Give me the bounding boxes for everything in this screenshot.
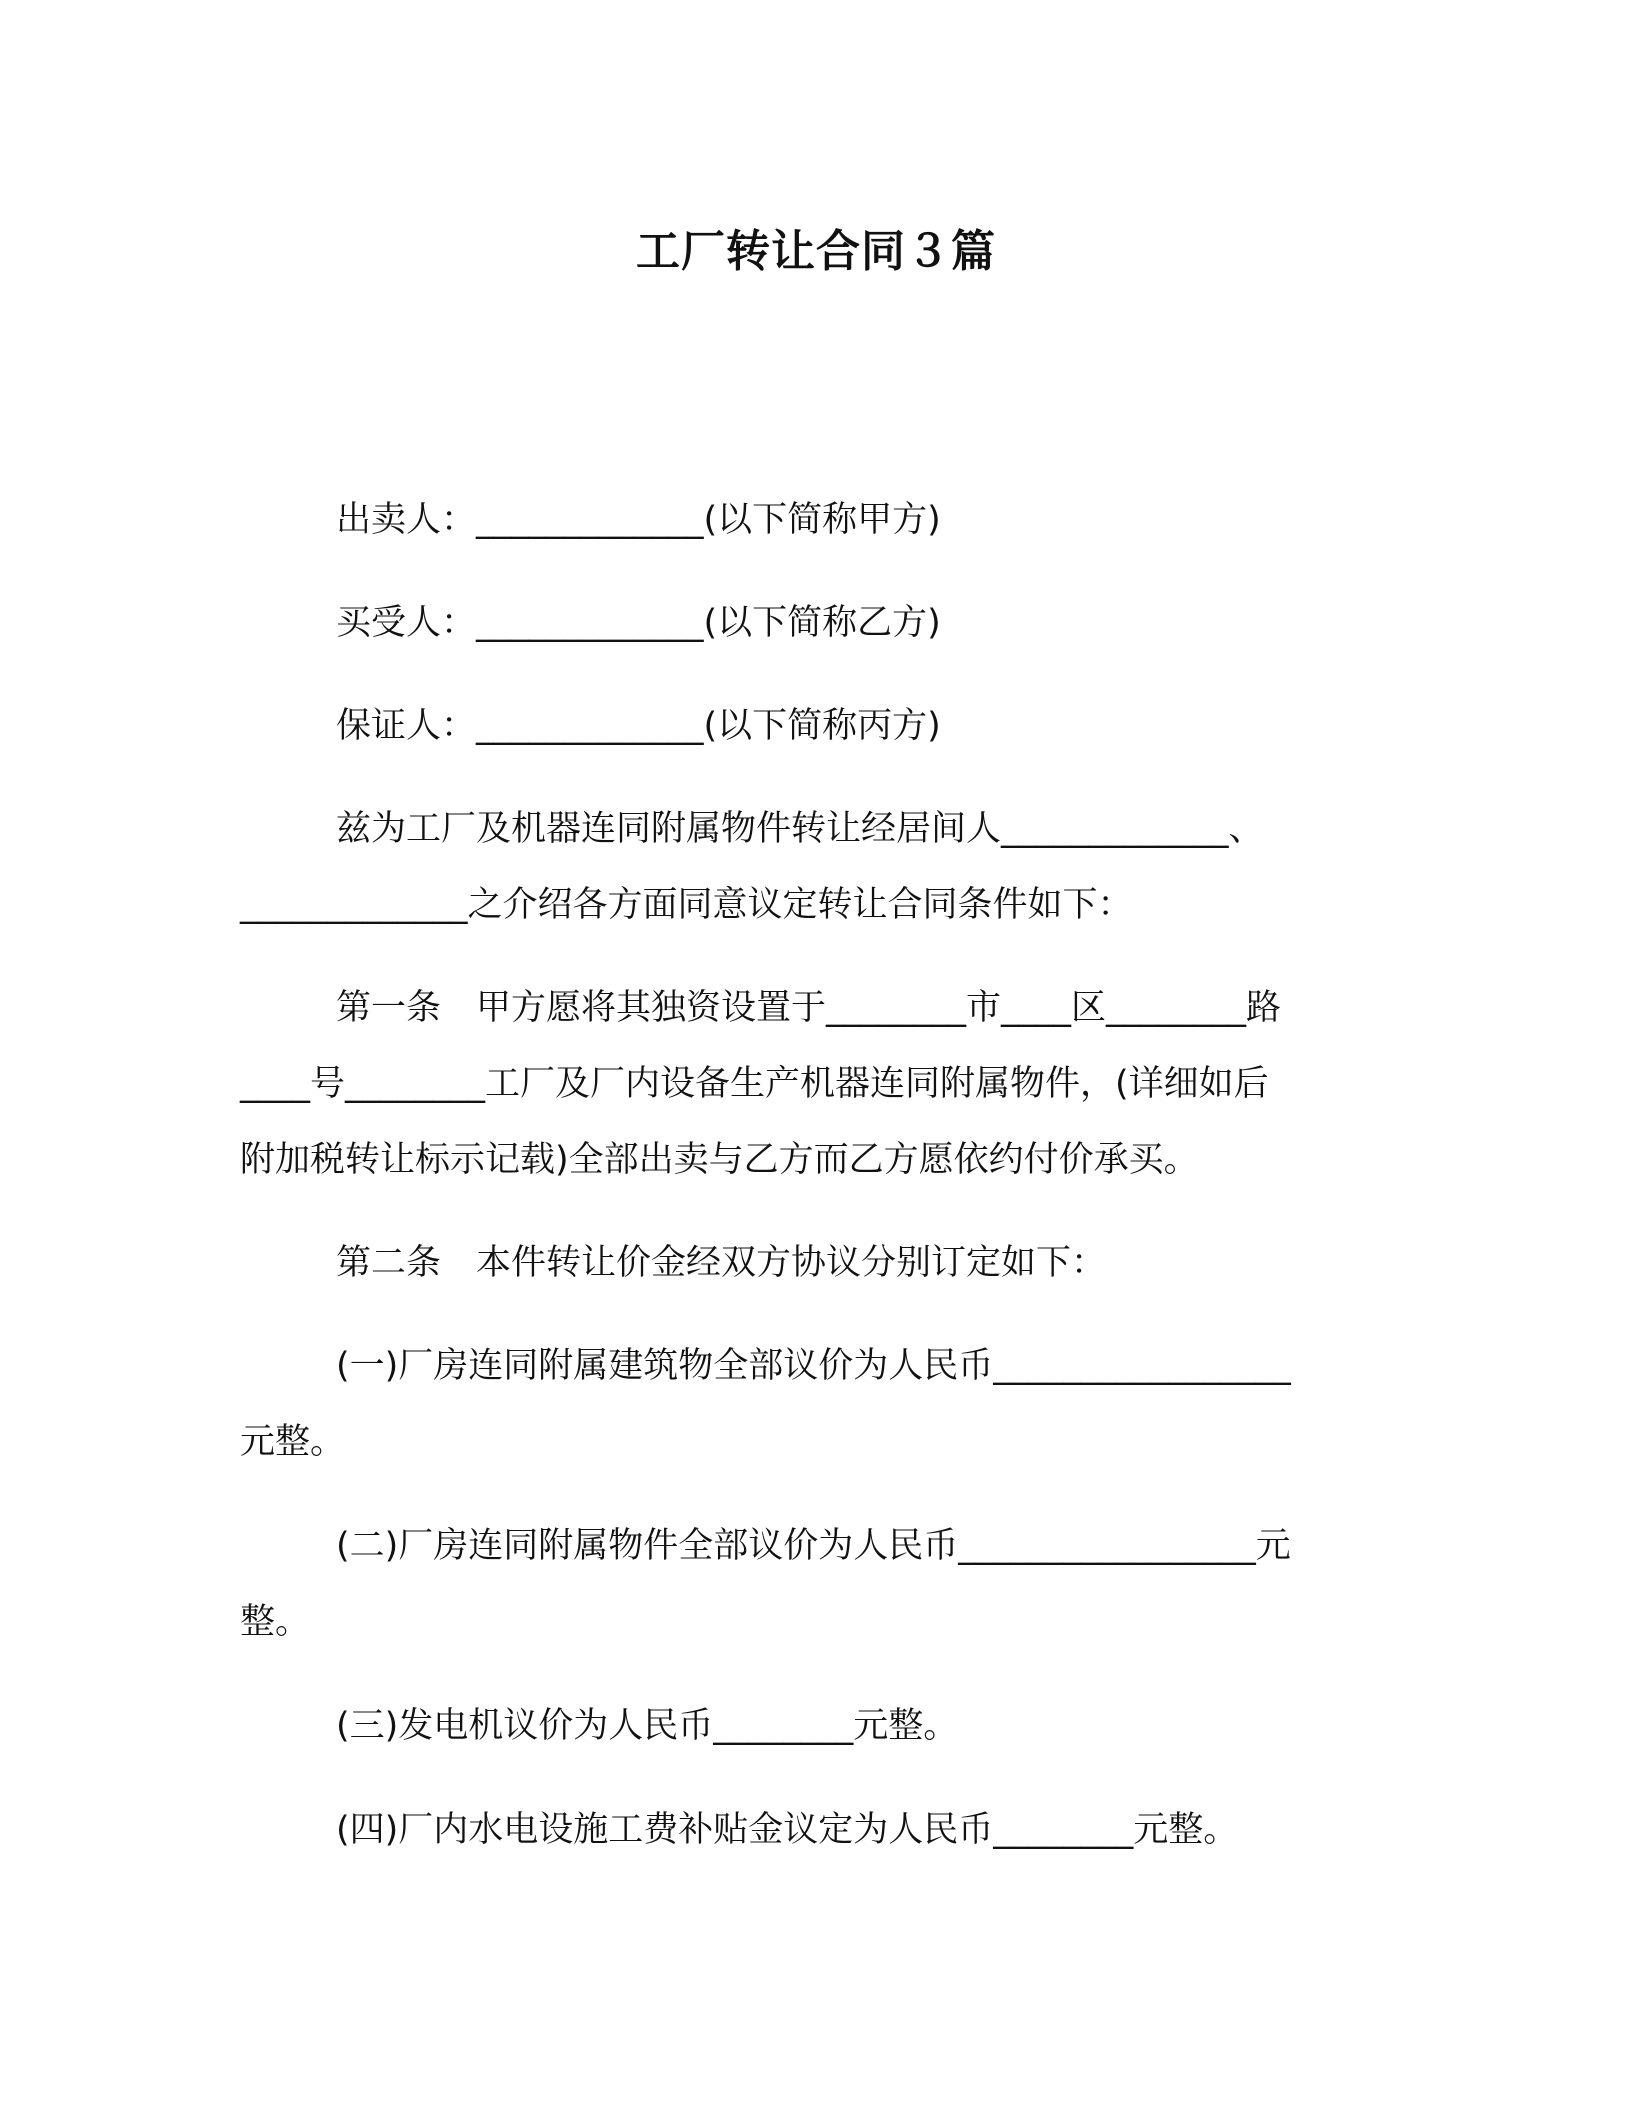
price-item-4-text: (四)厂内水电设施工费补贴金议定为人民币________元整。 <box>336 1810 1239 1850</box>
party-guarantor <box>240 688 1392 764</box>
article-1 <box>240 970 1392 1198</box>
price-item-2 <box>240 1508 1392 1660</box>
price-item-4 <box>240 1792 1392 1868</box>
article-2 <box>240 1225 1392 1301</box>
price-item-1 <box>240 1328 1392 1480</box>
party-buyer-text: 买受人：_____________(以下简称乙方) <box>336 603 941 643</box>
price-item-1-line-1: (一)厂房连同附属建筑物全部议价为人民币_________________ <box>336 1346 1291 1386</box>
party-guarantor-text: 保证人：_____________(以下简称丙方) <box>336 706 941 746</box>
article-1-line-2: ____号________工厂及厂内设备生产机器连同附属物件，(详细如后 <box>240 1064 1269 1104</box>
price-item-1-line-2: 元整。 <box>240 1422 346 1462</box>
article-1-line-1: 第一条 甲方愿将其独资设置于________市____区________路 <box>336 988 1282 1028</box>
price-item-2-line-1: (二)厂房连同附属物件全部议价为人民币_________________元 <box>336 1526 1291 1566</box>
intro-paragraph <box>240 791 1392 943</box>
page-title: 工厂转让合同３篇 <box>636 226 996 277</box>
article-2-text: 第二条 本件转让价金经双方协议分别订定如下： <box>336 1243 1107 1283</box>
price-item-2-line-2: 整。 <box>240 1602 311 1642</box>
party-seller <box>240 482 1392 558</box>
party-seller-text: 出卖人：_____________(以下简称甲方) <box>336 500 941 540</box>
intro-line-1: 兹为工厂及机器连同附属物件转让经居间人_____________、 <box>336 809 1264 849</box>
article-1-line-3: 附加税转让标示记载)全部出卖与乙方而乙方愿依约付价承买。 <box>240 1140 1199 1180</box>
party-buyer <box>240 585 1392 661</box>
intro-line-2: _____________之介绍各方面同意议定转让合同条件如下： <box>240 885 1133 925</box>
price-item-3-text: (三)发电机议价为人民币________元整。 <box>336 1706 959 1746</box>
price-item-3 <box>240 1688 1392 1764</box>
